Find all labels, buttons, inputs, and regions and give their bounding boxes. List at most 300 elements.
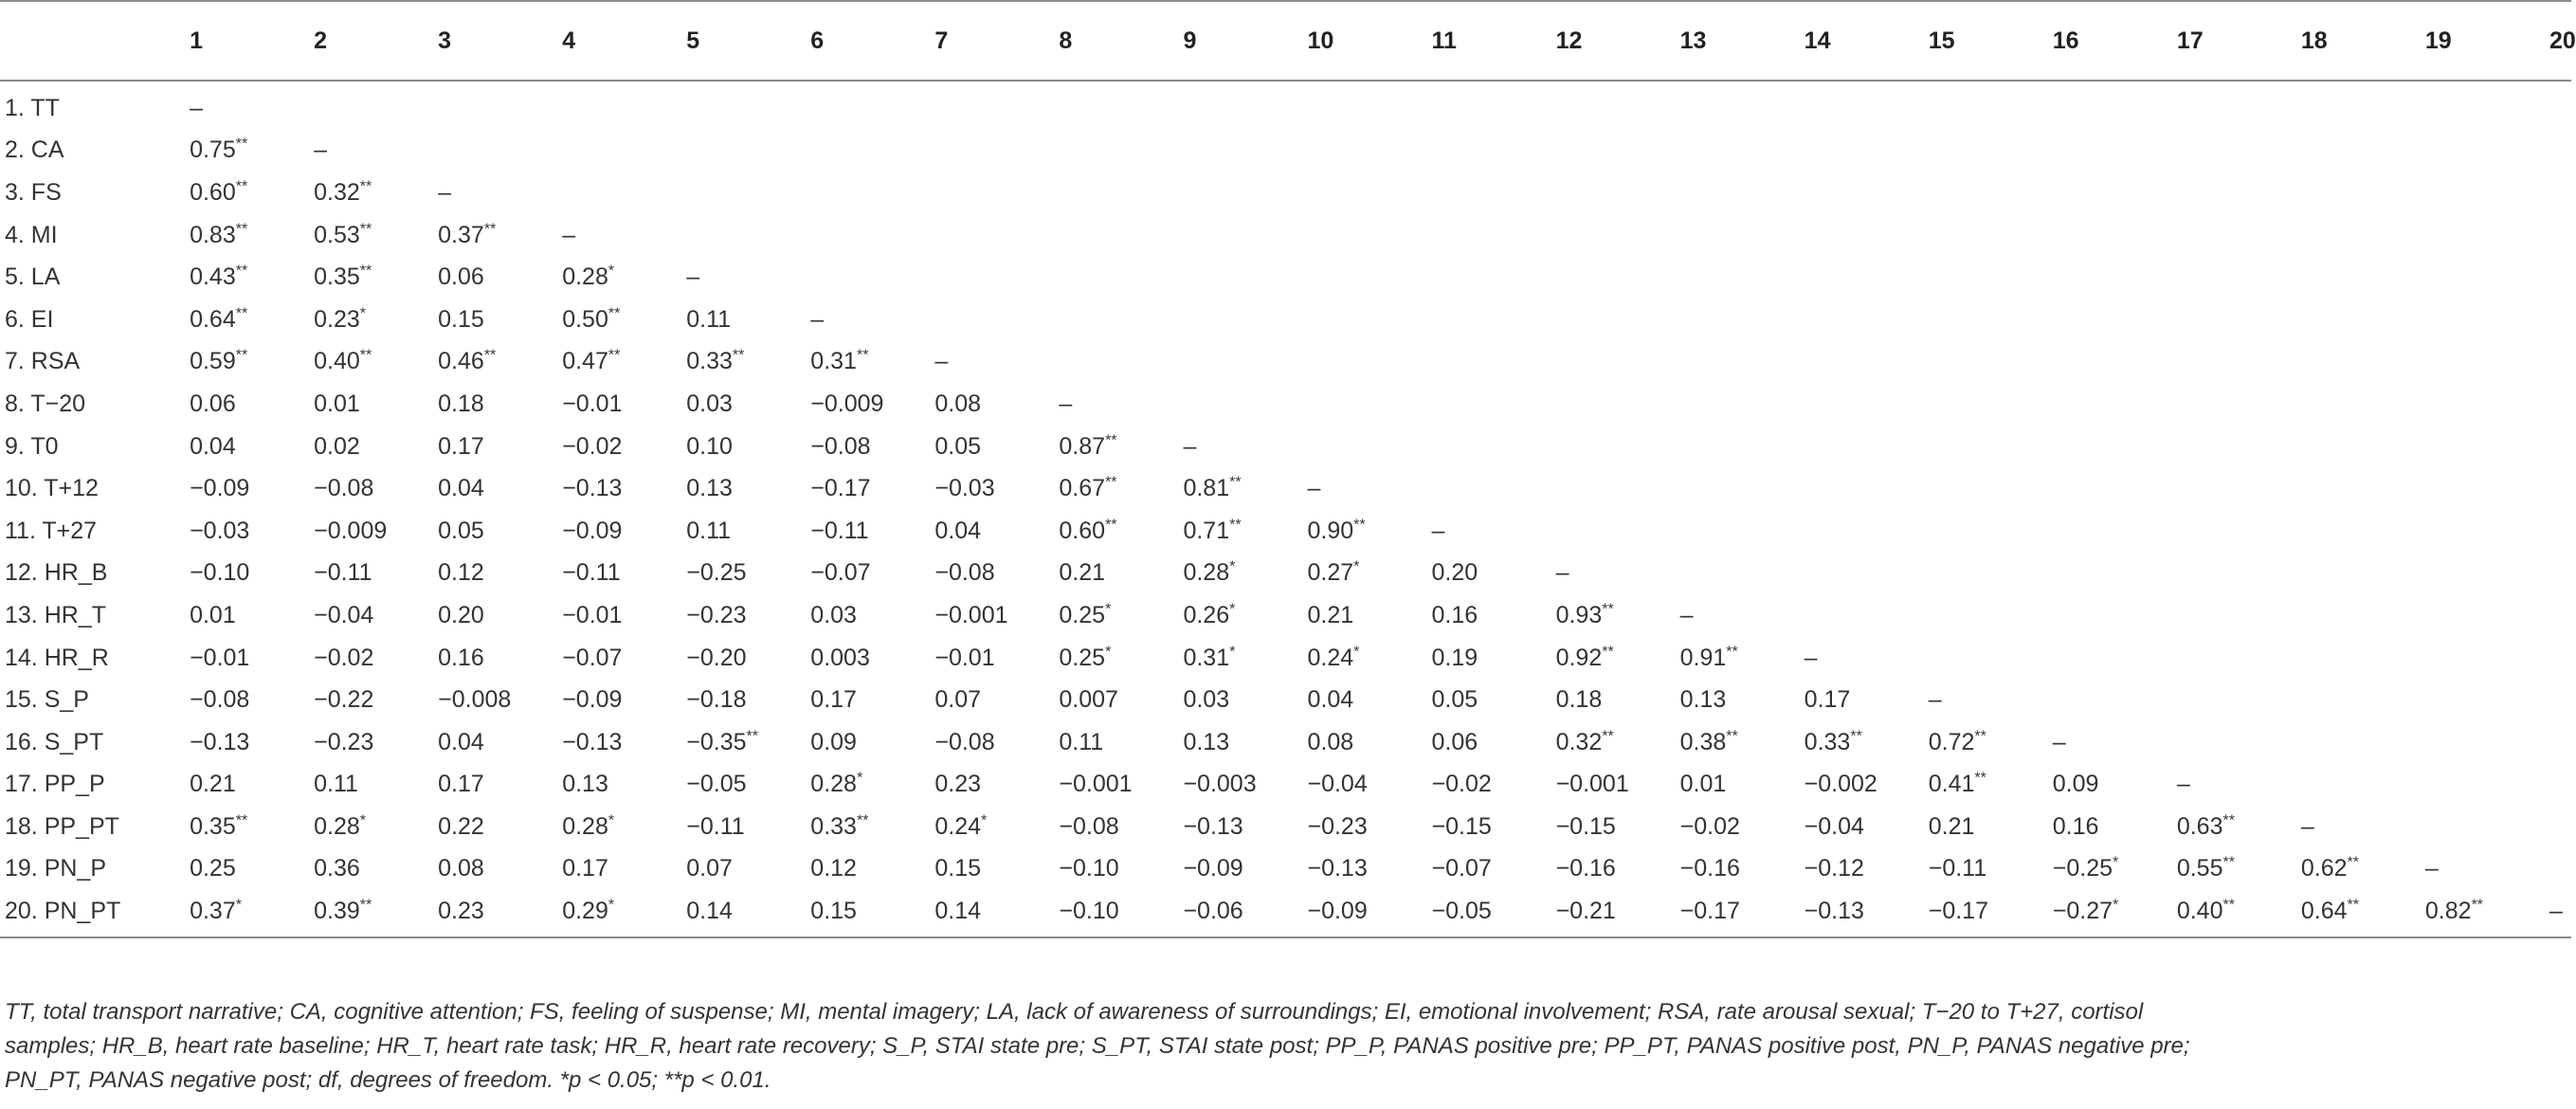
table-cell: −0.17	[810, 475, 871, 502]
table-cell	[426, 130, 551, 173]
table-cell	[1421, 426, 1545, 468]
table-cell	[302, 81, 426, 130]
table-cell: −0.10	[1059, 855, 1119, 882]
row-label: 20. PN_PT	[0, 890, 178, 937]
table-cell	[2290, 81, 2414, 130]
table-cell	[2414, 214, 2538, 257]
table-cell	[1917, 341, 2041, 384]
table-cell	[675, 130, 799, 173]
footnote-line: samples; HR_B, heart rate baseline; HR_T, heart rate task; HR_R, heart rate recovery; S_P, STAI state pre; S_PT, STAI state post; PP_P, PANAS positive pre; PP_PT, PANAS positive post, PN_P, PANAS negative pre;	[5, 1033, 2190, 1059]
table-cell: –	[1183, 432, 1197, 460]
table-cell	[2538, 467, 2571, 510]
table-cell: 0.35**	[190, 812, 248, 840]
table-cell	[1917, 553, 2041, 595]
table-cell: 0.11	[686, 517, 732, 544]
table-cell	[2538, 341, 2571, 384]
table-cell	[799, 172, 923, 214]
table-cell	[1545, 130, 1669, 173]
table-cell: 0.04	[438, 728, 484, 755]
table-cell	[2538, 806, 2571, 848]
header-row	[0, 1, 2571, 81]
table-cell: −0.001	[934, 601, 1008, 628]
table-cell	[2166, 172, 2290, 214]
table-cell: 0.90**	[1307, 517, 1366, 544]
table-cell: 0.62**	[2300, 855, 2359, 882]
table-cell: –	[1555, 559, 1569, 587]
table-cell: 0.03	[686, 390, 733, 417]
table-cell	[1047, 81, 1171, 130]
table-cell: −0.11	[810, 517, 869, 544]
table-cell: −0.27*	[2041, 890, 2166, 937]
column-header: 11	[1421, 1, 1545, 81]
table-cell	[1296, 341, 1420, 384]
table-cell: 0.24*	[1307, 644, 1360, 671]
table-cell: −0.23	[314, 728, 374, 755]
table-cell: 0.18	[1555, 686, 1603, 714]
table-cell: 0.04	[438, 475, 484, 502]
table-cell	[1171, 214, 1296, 257]
table-cell: –	[934, 348, 949, 375]
table-cell: 0.21	[190, 771, 236, 798]
table-cell	[1545, 426, 1669, 468]
table-cell: −0.02	[314, 644, 374, 671]
table-cell: 0.01	[190, 601, 236, 628]
table-cell: 0.01	[314, 390, 360, 417]
table-cell: –	[1059, 390, 1073, 417]
table-cell	[2166, 299, 2290, 341]
table-cell: –	[314, 136, 328, 164]
table-cell: −0.02	[1679, 812, 1740, 840]
column-header: 4	[551, 1, 675, 81]
table-cell: –	[1307, 475, 1321, 502]
table-cell: 0.93**	[1555, 601, 1614, 628]
table-cell	[2414, 426, 2538, 468]
row-label: 3. FS	[5, 178, 62, 206]
table-cell: 0.67**	[1059, 474, 1117, 502]
table-cell: 0.07	[686, 855, 733, 882]
table-cell	[2538, 383, 2571, 426]
table-cell	[799, 214, 923, 257]
table-cell: −0.03	[190, 517, 250, 544]
table-cell: −0.02	[1431, 771, 1492, 798]
table-cell	[1421, 81, 1545, 130]
table-cell	[2290, 764, 2414, 807]
table-cell	[2041, 510, 2166, 553]
table-cell	[2041, 214, 2166, 257]
table-cell: 0.03	[810, 601, 857, 628]
table-cell: 0.13	[1183, 728, 1230, 755]
column-header: 3	[426, 1, 551, 81]
table-cell	[1545, 341, 1669, 384]
row-label: 1. TT	[5, 94, 60, 121]
table-cell: 0.06	[190, 390, 236, 417]
table-cell: −0.12	[1804, 855, 1864, 882]
table-cell: 0.33**	[1804, 728, 1862, 755]
table-cell	[2041, 341, 2166, 384]
table-cell: −0.04	[314, 601, 374, 628]
table-cell: 0.23	[426, 890, 551, 937]
table-cell: 0.11	[314, 771, 358, 798]
table-row	[0, 890, 2571, 937]
table-cell: 0.16	[2052, 812, 2099, 840]
table-row	[0, 553, 2571, 595]
table-cell	[1545, 256, 1669, 299]
table-cell: 0.17	[438, 432, 484, 460]
table-cell	[2538, 764, 2571, 807]
table-cell: 0.40**	[314, 348, 372, 375]
table-cell	[1669, 172, 1793, 214]
table-cell	[1047, 214, 1171, 257]
table-row	[0, 426, 2571, 468]
table-cell: −0.17	[1669, 890, 1793, 937]
table-cell	[1917, 130, 2041, 173]
table-cell: −0.08	[810, 432, 871, 460]
table-cell: 0.20	[438, 601, 484, 628]
table-cell: –	[1928, 686, 1942, 714]
table-cell: 0.19	[1431, 644, 1478, 671]
table-cell	[551, 172, 675, 214]
table-cell: 0.13	[1679, 686, 1727, 714]
table-cell: 0.08	[1307, 728, 1354, 755]
table-cell	[1171, 383, 1296, 426]
table-cell	[1296, 81, 1420, 130]
table-cell	[1669, 130, 1793, 173]
table-cell: 0.40**	[2166, 890, 2290, 937]
table-cell	[1793, 172, 1917, 214]
table-cell: 0.13	[562, 771, 608, 798]
table-cell	[923, 299, 1047, 341]
table-cell: –	[1804, 644, 1818, 671]
table-cell	[2166, 721, 2290, 764]
table-cell: 0.37**	[438, 221, 497, 248]
table-cell	[799, 81, 923, 130]
column-header: 2	[302, 1, 426, 81]
table-cell	[2414, 553, 2538, 595]
table-cell	[2414, 510, 2538, 553]
table-cell: 0.28*	[810, 770, 863, 798]
table-cell: 0.16	[438, 644, 484, 671]
table-cell: −0.02	[562, 432, 623, 460]
table-cell	[1917, 299, 2041, 341]
table-cell: −0.13	[1307, 855, 1368, 882]
table-cell	[1545, 383, 1669, 426]
table-cell	[1669, 510, 1793, 553]
table-cell: 0.09	[2052, 771, 2099, 798]
table-cell	[1793, 299, 1917, 341]
table-cell	[2041, 467, 2166, 510]
table-cell	[2041, 679, 2166, 721]
table-cell	[2538, 426, 2571, 468]
table-cell	[675, 172, 799, 214]
column-header: 15	[1917, 1, 2041, 81]
table-cell	[2041, 383, 2166, 426]
column-header: 16	[2041, 1, 2166, 81]
table-cell: 0.25*	[1059, 644, 1112, 671]
table-cell	[551, 130, 675, 173]
table-cell	[675, 214, 799, 257]
table-cell: −0.09	[1183, 855, 1243, 882]
table-cell	[2414, 172, 2538, 214]
table-cell	[675, 81, 799, 130]
table-cell	[1421, 256, 1545, 299]
table-cell: 0.007	[1059, 686, 1118, 714]
table-cell	[1917, 426, 2041, 468]
table-cell: 0.46**	[438, 348, 497, 375]
table-cell	[1793, 214, 1917, 257]
table-row	[0, 510, 2571, 553]
table-cell: 0.05	[1431, 686, 1478, 714]
table-cell: 0.82**	[2414, 890, 2538, 937]
table-cell	[1917, 172, 2041, 214]
table-cell	[2414, 806, 2538, 848]
table-cell	[1793, 426, 1917, 468]
table-cell: 0.06	[438, 264, 484, 291]
table-cell	[1917, 637, 2041, 680]
table-cell: –	[190, 94, 203, 121]
table-row	[0, 341, 2571, 384]
table-cell	[1793, 130, 1917, 173]
row-label: 16. S_PT	[5, 728, 104, 755]
table-cell: −0.05	[1421, 890, 1545, 937]
table-cell	[426, 81, 551, 130]
table-cell	[2538, 130, 2571, 173]
table-cell	[2414, 764, 2538, 807]
table-cell	[2538, 214, 2571, 257]
table-cell: 0.11	[1059, 728, 1104, 755]
table-cell: −0.08	[190, 686, 250, 714]
table-cell	[2166, 510, 2290, 553]
table-cell	[2414, 130, 2538, 173]
table-cell: −0.05	[686, 771, 747, 798]
table-cell: 0.43**	[190, 263, 248, 291]
table-cell	[1047, 130, 1171, 173]
table-cell	[2414, 341, 2538, 384]
table-cell: 0.60**	[1059, 517, 1117, 544]
table-cell	[2290, 721, 2414, 764]
table-cell: 0.83**	[190, 221, 248, 248]
header-corner	[0, 1, 178, 81]
table-cell	[2290, 172, 2414, 214]
table-cell: 0.21	[1307, 601, 1354, 628]
table-cell	[1296, 426, 1420, 468]
table-cell: −0.07	[810, 559, 871, 587]
table-cell: −0.01	[562, 601, 623, 628]
table-cell: 0.10	[686, 432, 733, 460]
table-cell: 0.28*	[562, 263, 615, 291]
table-cell: –	[2052, 728, 2066, 755]
table-cell	[1669, 467, 1793, 510]
table-cell: −0.003	[1183, 771, 1257, 798]
table-cell	[1545, 510, 1669, 553]
table-cell: 0.04	[190, 432, 236, 460]
table-cell: 0.17	[562, 855, 608, 882]
table-cell: −0.18	[686, 686, 747, 714]
table-cell: −0.23	[686, 601, 747, 628]
table-cell	[2290, 510, 2414, 553]
row-label: 13. HR_T	[5, 601, 106, 628]
table-cell	[2538, 510, 2571, 553]
table-cell	[1917, 467, 2041, 510]
table-cell	[1793, 256, 1917, 299]
table-cell: 0.27*	[1307, 559, 1360, 587]
table-cell: 0.29*	[551, 890, 675, 937]
table-cell: –	[810, 305, 825, 333]
table-header	[0, 1, 2576, 81]
table-row	[0, 172, 2571, 214]
table-cell: 0.21	[1928, 812, 1975, 840]
table-cell	[2290, 214, 2414, 257]
table-cell	[1545, 467, 1669, 510]
table-cell: −0.009	[314, 517, 388, 544]
table-cell	[2166, 679, 2290, 721]
row-label: 5. LA	[5, 264, 61, 291]
table-cell: −0.16	[1555, 855, 1616, 882]
table-cell: 0.28*	[562, 812, 615, 840]
table-cell: 0.75**	[190, 136, 248, 164]
row-label: 6. EI	[5, 305, 54, 333]
table-row	[0, 299, 2571, 341]
table-cell	[1047, 299, 1171, 341]
table-cell	[2290, 256, 2414, 299]
table-cell: 0.28*	[1183, 559, 1236, 587]
column-header: 10	[1296, 1, 1420, 81]
column-header: 14	[1793, 1, 1917, 81]
table-cell: −0.15	[1555, 812, 1616, 840]
table-cell	[2166, 256, 2290, 299]
table-cell: 0.35**	[314, 263, 372, 291]
table-row	[0, 81, 2571, 130]
column-header: 1	[178, 1, 302, 81]
table-cell: 0.09	[810, 728, 857, 755]
table-cell: −0.25	[686, 559, 747, 587]
table-cell	[1793, 383, 1917, 426]
table-row	[0, 256, 2571, 299]
table-cell	[2166, 341, 2290, 384]
table-cell	[1793, 341, 1917, 384]
table-cell	[1421, 214, 1545, 257]
table-cell	[1669, 341, 1793, 384]
table-cell	[2290, 467, 2414, 510]
table-cell: 0.01	[1679, 771, 1727, 798]
table-cell	[1171, 299, 1296, 341]
table-cell: 0.07	[934, 686, 982, 714]
row-label: 11. T+27	[5, 517, 98, 544]
column-header: 18	[2290, 1, 2414, 81]
column-header: 9	[1171, 1, 1296, 81]
table-cell	[923, 172, 1047, 214]
table-cell	[2414, 721, 2538, 764]
table-cell: 0.64**	[2290, 890, 2414, 937]
table-footnote	[5, 995, 2554, 1098]
table-row	[0, 594, 2571, 637]
table-row	[0, 383, 2571, 426]
row-label: 14. HR_R	[5, 644, 109, 671]
table-cell: 0.17	[1804, 686, 1851, 714]
table-cell: −0.15	[1431, 812, 1492, 840]
table-cell: –	[562, 221, 576, 248]
table-cell: 0.37*	[178, 890, 302, 937]
table-cell: 0.03	[1183, 686, 1230, 714]
table-cell: 0.33**	[686, 348, 745, 375]
table-cell	[2041, 81, 2166, 130]
table-cell: 0.21	[1059, 559, 1106, 587]
column-header: 7	[923, 1, 1047, 81]
table-cell: 0.38**	[1679, 728, 1738, 755]
table-cell: −0.16	[1679, 855, 1740, 882]
table-cell: −0.07	[1431, 855, 1492, 882]
table-cell: −0.04	[1307, 771, 1368, 798]
table-cell	[2538, 848, 2571, 891]
table-cell	[2538, 553, 2571, 595]
table-cell	[2290, 341, 2414, 384]
table-cell: −0.11	[1928, 855, 1987, 882]
table-cell	[2166, 426, 2290, 468]
table-cell	[2166, 553, 2290, 595]
table-cell: 0.25	[190, 855, 236, 882]
table-cell	[2166, 130, 2290, 173]
table-cell: −0.002	[1804, 771, 1878, 798]
table-cell	[2041, 553, 2166, 595]
table-cell	[1917, 214, 2041, 257]
table-row	[0, 848, 2571, 891]
table-cell: 0.81**	[1183, 474, 1242, 502]
table-cell: 0.28*	[314, 812, 367, 840]
table-cell: 0.18	[438, 390, 484, 417]
table-cell: –	[686, 264, 700, 291]
table-cell	[2041, 256, 2166, 299]
table-cell: 0.53**	[314, 221, 372, 248]
table-cell: −0.001	[1555, 771, 1629, 798]
table-cell: –	[438, 178, 452, 206]
table-cell	[2538, 721, 2571, 764]
table-cell: 0.24*	[934, 812, 988, 840]
table-cell: −0.08	[934, 728, 995, 755]
table-cell	[2166, 383, 2290, 426]
table-cell: 0.08	[934, 390, 982, 417]
table-cell: 0.15	[438, 305, 484, 333]
table-cell	[2290, 383, 2414, 426]
column-header: 8	[1047, 1, 1171, 81]
table-cell	[923, 81, 1047, 130]
table-cell	[1171, 172, 1296, 214]
table-cell: 0.36	[314, 855, 360, 882]
row-label: 15. S_P	[5, 686, 89, 714]
table-cell	[2414, 81, 2538, 130]
table-cell	[2041, 426, 2166, 468]
row-label: 10. T+12	[5, 475, 99, 502]
table-cell: 0.08	[438, 855, 484, 882]
table-cell: −0.13	[562, 728, 623, 755]
table-cell: 0.31**	[810, 348, 869, 375]
table-cell: −0.01	[934, 644, 995, 671]
table-cell: −0.21	[1545, 890, 1669, 937]
table-cell: 0.12	[438, 559, 484, 587]
column-header: 12	[1545, 1, 1669, 81]
table-cell	[1296, 256, 1420, 299]
table-cell: −0.009	[810, 390, 884, 417]
table-cell	[1296, 299, 1420, 341]
table-cell	[2538, 594, 2571, 637]
table-cell: 0.91**	[1679, 644, 1738, 671]
table-cell: −0.13	[190, 728, 250, 755]
table-cell: 0.23	[934, 771, 982, 798]
column-header: 13	[1669, 1, 1793, 81]
row-label: 8. T−20	[5, 390, 86, 417]
table-cell	[2166, 637, 2290, 680]
column-header: 17	[2166, 1, 2290, 81]
table-cell	[2166, 214, 2290, 257]
table-cell	[2290, 679, 2414, 721]
